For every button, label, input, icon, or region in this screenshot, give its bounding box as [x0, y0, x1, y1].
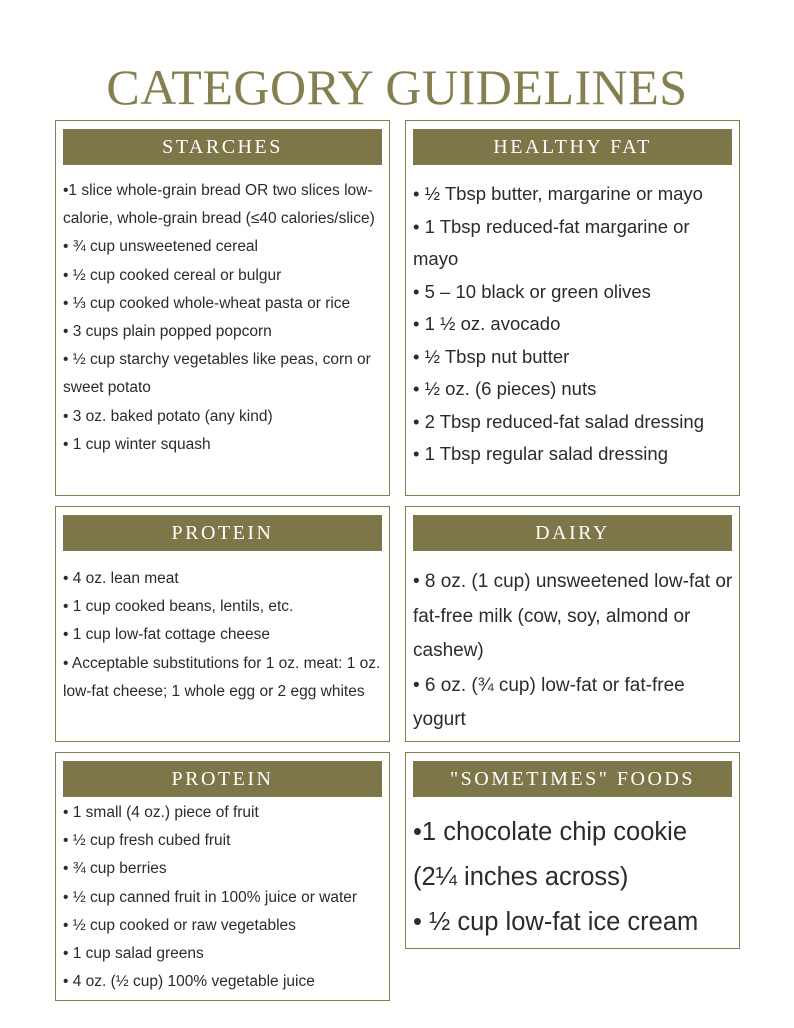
list-item: •1 chocolate chip cookie (2¼ inches across): [413, 818, 688, 891]
protein-fruit-list: [63, 799, 383, 996]
list-item: • 1 Tbsp regular salad dressing: [413, 443, 668, 464]
list-item: • ½ Tbsp nut butter: [413, 345, 570, 367]
protein-card: [55, 506, 390, 742]
dairy-list: [413, 565, 733, 738]
list-item: • ¾ cup unsweetened cereal: [63, 238, 258, 256]
dairy-card: [405, 506, 740, 742]
protein-fruit-card: [55, 752, 390, 1001]
list-item: • 1 cup winter squash: [63, 435, 211, 453]
list-item: • ½ oz. (6 pieces) nuts: [413, 378, 597, 399]
list-item: • ⅓ cup cooked whole-wheat pasta or rice: [63, 294, 351, 312]
healthy-fat-list: [413, 178, 733, 471]
list-item: • 1 cup low-fat cottage cheese: [63, 626, 271, 644]
list-item: • 3 cups plain popped popcorn: [63, 323, 272, 341]
starches-card: [55, 120, 390, 496]
list-item: • 5 – 10 black or green olives: [413, 280, 651, 302]
list-item: • 3 oz. baked potato (any kind): [63, 407, 273, 425]
list-item: • ½ cup cooked or raw vegetables: [63, 916, 296, 934]
list-item: • ½ cup starchy vegetables like peas, corn or sweet potato: [63, 351, 371, 397]
list-item: • 1 ½ oz. avocado: [413, 313, 561, 334]
list-item: • 8 oz. (1 cup) unsweetened low-fat or fat-free milk (cow, soy, almond or cashew): [413, 571, 733, 661]
sometimes-foods-list: [413, 810, 733, 945]
list-item: • 4 oz. lean meat: [63, 570, 179, 587]
protein-header: PROTEIN: [63, 515, 382, 551]
healthy-fat-header: HEALTHY FAT: [413, 129, 732, 165]
sometimes-foods-header: "SOMETIMES" FOODS: [413, 761, 732, 797]
list-item: • 1 cup cooked beans, lentils, etc.: [63, 598, 294, 616]
list-item: • ½ cup fresh cubed fruit: [63, 832, 231, 850]
protein-fruit-header: PROTEIN: [63, 761, 382, 797]
sometimes-foods-card: [405, 752, 740, 949]
list-item: • ¾ cup berries: [63, 860, 167, 878]
starches-header: STARCHES: [63, 129, 382, 165]
list-item: • 1 Tbsp reduced-fat margarine or mayo: [413, 215, 690, 269]
list-item: • 1 cup salad greens: [63, 945, 204, 963]
dairy-header: DAIRY: [413, 515, 732, 551]
healthy-fat-card: [405, 120, 740, 496]
list-item: • ½ cup low-fat ice cream: [413, 908, 699, 936]
starches-list: [63, 177, 383, 459]
list-item: • 1 small (4 oz.) piece of fruit: [63, 804, 259, 821]
protein-list: [63, 565, 383, 706]
list-item: • ½ cup cooked cereal or bulgur: [63, 266, 282, 284]
page-title: CATEGORY GUIDELINES: [106, 59, 688, 115]
list-item: • 6 oz. (¾ cup) low-fat or fat-free yogurt: [413, 674, 685, 730]
list-item: • ½ Tbsp butter, margarine or mayo: [413, 183, 703, 204]
list-item: •1 slice whole-grain bread OR two slices low-calorie, whole-grain bread (≤40 calories/slice): [63, 182, 375, 228]
list-item: • 2 Tbsp reduced-fat salad dressing: [413, 410, 704, 432]
list-item: • 4 oz. (½ cup) 100% vegetable juice: [63, 973, 315, 991]
list-item: • ½ cup canned fruit in 100% juice or water: [63, 888, 358, 906]
list-item: • Acceptable substitutions for 1 oz. meat: 1 oz. low-fat cheese; 1 whole egg or 2 egg whites: [63, 654, 381, 700]
